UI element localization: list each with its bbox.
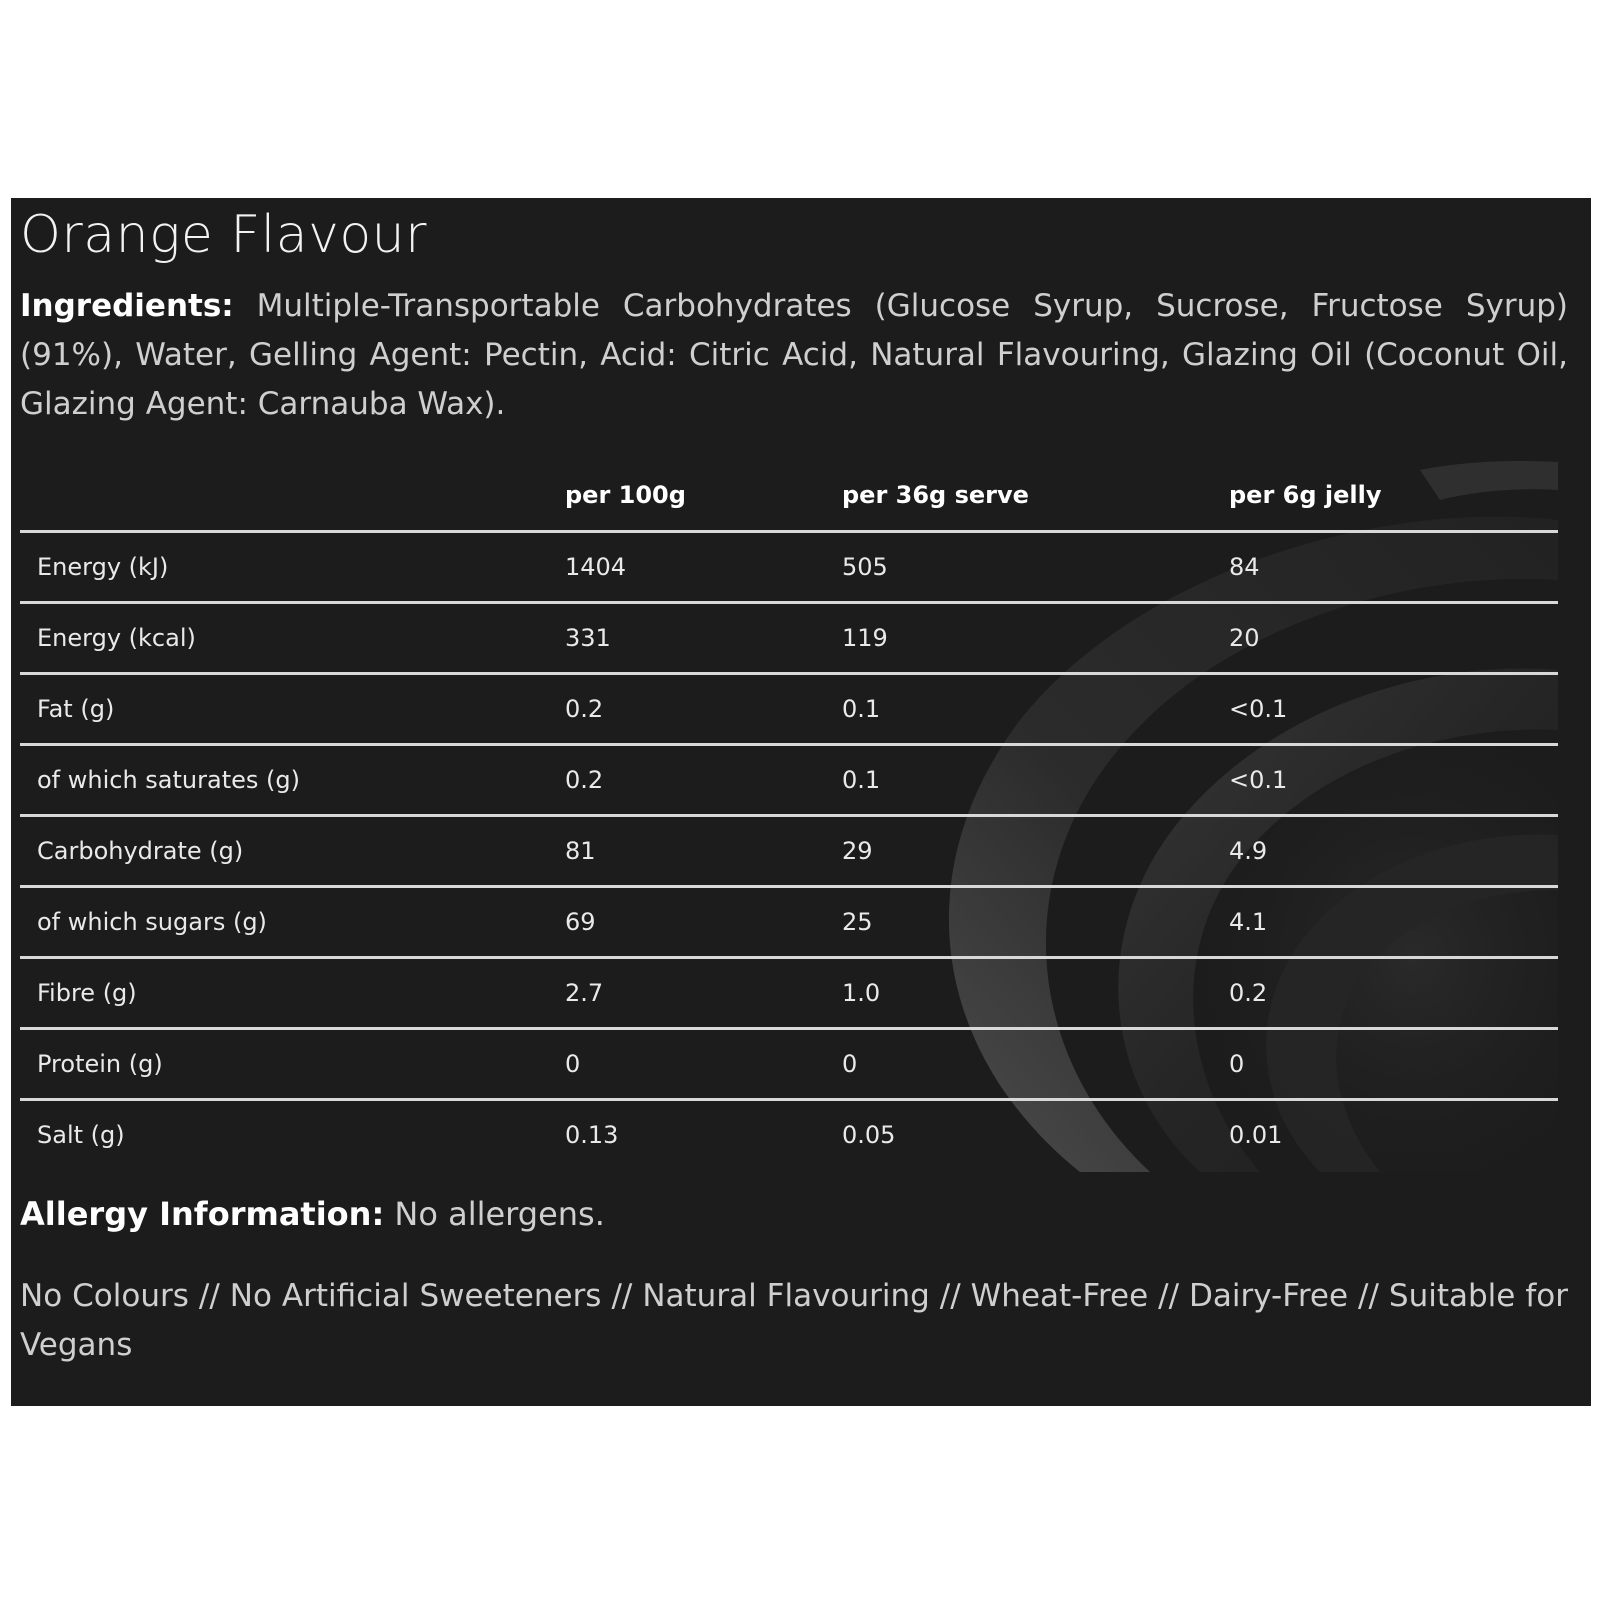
value-per-serve: 0.1 xyxy=(842,674,1229,745)
value-per-serve: 29 xyxy=(842,816,1229,887)
value-per-100g: 2.7 xyxy=(565,958,842,1029)
table-row xyxy=(20,532,1558,603)
value-per-jelly: 4.1 xyxy=(1229,887,1558,958)
column-header-per-jelly: per 6g jelly xyxy=(1229,460,1558,532)
value-per-serve: 1.0 xyxy=(842,958,1229,1029)
allergy-label: Allergy Information: xyxy=(20,1195,385,1233)
nutrient-name: of which saturates (g) xyxy=(20,745,565,816)
table-row xyxy=(20,1029,1558,1100)
value-per-100g: 331 xyxy=(565,603,842,674)
nutrient-name: Fibre (g) xyxy=(20,958,565,1029)
value-per-serve: 0.05 xyxy=(842,1121,896,1149)
nutrition-table xyxy=(20,460,1558,1169)
value-per-jelly: 20 xyxy=(1229,603,1558,674)
value-per-jelly: 0.2 xyxy=(1229,958,1558,1029)
nutrition-table-area xyxy=(20,460,1558,1172)
value-per-jelly: 0.01 xyxy=(1229,1121,1283,1149)
table-row xyxy=(20,1100,1558,1170)
nutrient-name: of which sugars (g) xyxy=(20,887,565,958)
value-per-serve: 0 xyxy=(842,1029,1229,1100)
column-header-per-serve: per 36g serve xyxy=(842,460,1229,532)
allergy-information xyxy=(20,1190,605,1238)
value-per-serve: 0.1 xyxy=(842,745,1229,816)
table-header-row xyxy=(20,460,1558,532)
value-per-100g: 0.2 xyxy=(565,745,842,816)
value-per-serve: 505 xyxy=(842,532,1229,603)
value-per-serve: 25 xyxy=(842,887,1229,958)
value-per-jelly: <0.1 xyxy=(1229,674,1558,745)
ingredients-paragraph xyxy=(20,282,1568,429)
column-header-per-100g: per 100g xyxy=(565,460,842,532)
column-header-nutrient xyxy=(20,460,565,532)
ingredients-text: Multiple-Transportable Carbohydrates (Glucose Syrup, Sucrose, Fructose Syrup) (91%), Water, Gelling Agent: Pectin, Acid: Citric Acid, Natural Flavouring, Glazing Oil (Coconut Oil, Glazing Agent: Carnauba Wax). xyxy=(20,288,1569,422)
table-row xyxy=(20,958,1558,1029)
value-per-100g: 1404 xyxy=(565,532,842,603)
nutrient-name: Energy (kcal) xyxy=(20,603,565,674)
nutrient-name: Salt (g) xyxy=(37,1121,125,1149)
nutrient-name: Energy (kJ) xyxy=(20,532,565,603)
nutrient-name: Fat (g) xyxy=(20,674,565,745)
value-per-100g: 0.13 xyxy=(565,1121,619,1149)
ingredients-label: Ingredients: xyxy=(20,288,234,324)
value-per-jelly: <0.1 xyxy=(1229,745,1558,816)
product-title: Orange Flavour xyxy=(20,205,428,265)
table-row xyxy=(20,603,1558,674)
value-per-100g: 0.2 xyxy=(565,674,842,745)
table-row xyxy=(20,745,1558,816)
value-per-100g: 0 xyxy=(565,1029,842,1100)
value-per-100g: 81 xyxy=(565,816,842,887)
value-per-jelly: 84 xyxy=(1229,532,1558,603)
nutrition-panel xyxy=(11,198,1591,1406)
value-per-serve: 119 xyxy=(842,603,1229,674)
value-per-jelly: 4.9 xyxy=(1229,816,1558,887)
nutrient-name: Carbohydrate (g) xyxy=(20,816,565,887)
table-row xyxy=(20,887,1558,958)
nutrient-name: Protein (g) xyxy=(20,1029,565,1100)
table-row xyxy=(20,816,1558,887)
allergy-text: No allergens. xyxy=(394,1195,605,1233)
table-row xyxy=(20,674,1558,745)
product-features: No Colours // No Artificial Sweeteners // Natural Flavouring // Wheat-Free // Dairy-Free // Suitable for Vegans xyxy=(20,1278,1568,1363)
value-per-jelly: 0 xyxy=(1229,1029,1558,1100)
value-per-100g: 69 xyxy=(565,887,842,958)
